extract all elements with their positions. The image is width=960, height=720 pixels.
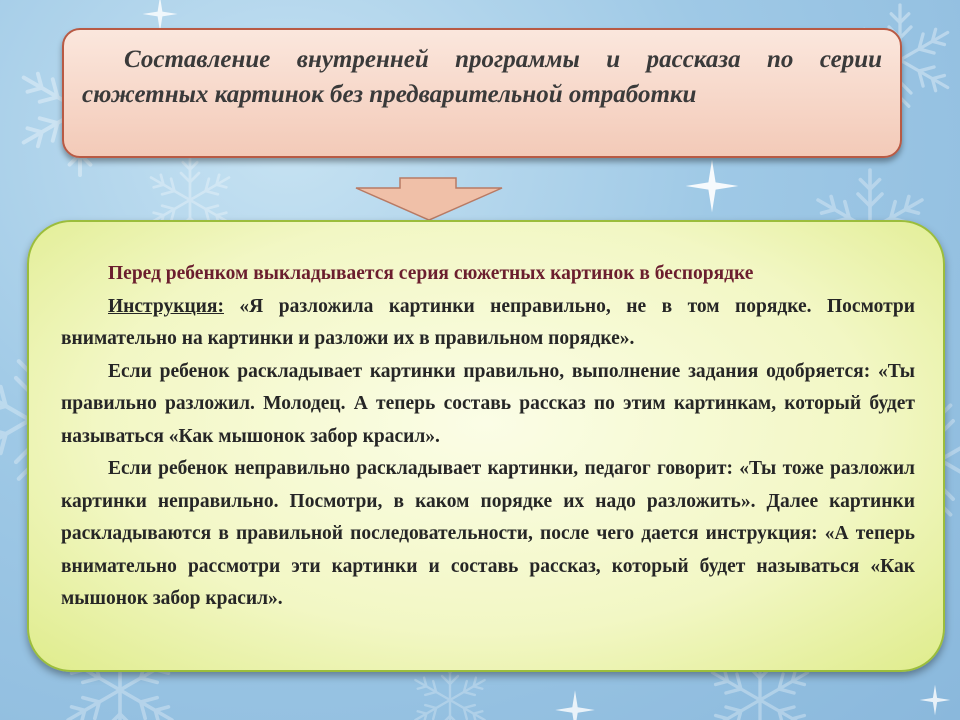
instruction-text: «Я разложила картинки неправильно, не в том порядке. Посмотри внимательно на картинки и разложи их в правильном порядке». [61, 295, 915, 349]
down-arrow-icon [354, 176, 504, 222]
content-box [27, 220, 945, 672]
intro-paragraph: Перед ребенком выкладывается серия сюжетных картинок в беспорядке [108, 263, 754, 284]
correct-case-paragraph: Если ребенок раскладывает картинки правильно, выполнение задания одобряется: «Ты правильно разложил. Молодец. А теперь составь рассказ по этим картинкам, который будет называться «Как мышонок забор красил». [61, 360, 915, 447]
instruction-paragraph [61, 291, 915, 356]
incorrect-case-paragraph: Если ребенок неправильно раскладывает картинки, педагог говорит: «Ты тоже разложил картинки неправильно. Посмотри, в каком порядке их надо разложить». Далее картинки раскладываются в правильной последовательности, после чего дается инструкция: «А теперь внимательно рассмотри эти картинки и составь рассказ, который будет называться «Как мышонок забор красил». [61, 458, 915, 609]
instruction-label: Инструкция: [108, 295, 224, 317]
slide-title: Составление внутренней программы и рассказа по серии сюжетных картинок без предварительной отработки [82, 46, 882, 108]
title-box [62, 28, 902, 158]
